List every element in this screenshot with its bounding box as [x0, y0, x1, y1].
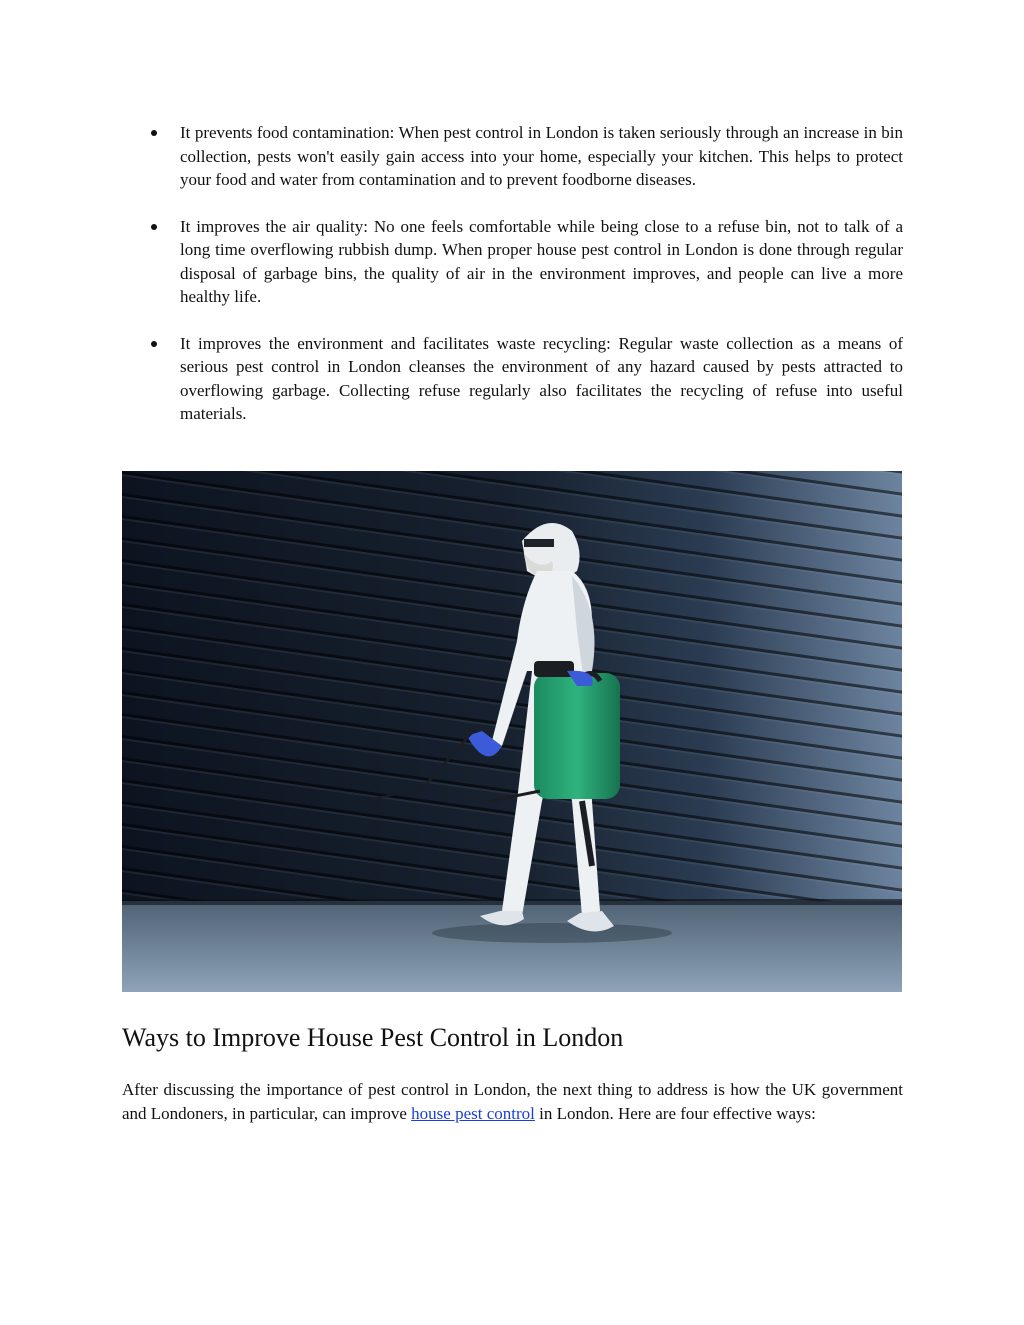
- section-heading: Ways to Improve House Pest Control in London: [122, 1023, 624, 1052]
- bullet-icon: [151, 341, 157, 347]
- bullet-item-air: [180, 215, 903, 309]
- bullet-item-environment: [180, 332, 903, 426]
- paragraph-text-before-link: After discussing the importance of pest control in London, the next thing to address is how the UK government and Londoners, in particular, can improve: [122, 1080, 903, 1123]
- bullet-list: [180, 121, 903, 449]
- bullet-icon: [151, 130, 157, 136]
- bullet-text: It prevents food contamination: When pest control in London is taken seriously through an increase in bin collection, pests won't easily gain access into your home, especially your kitchen. This helps to protect your food and water from contamination and to prevent foodborne diseases.: [180, 123, 903, 189]
- house-pest-control-link[interactable]: house pest control: [411, 1103, 535, 1123]
- section-paragraph: [122, 1078, 903, 1125]
- bullet-icon: [151, 224, 157, 230]
- paragraph-text-after-link: in London. Here are four effective ways:: [534, 1103, 816, 1123]
- bullet-text: It improves the air quality: No one feels comfortable while being close to a refuse bin, not to talk of a long time overflowing rubbish dump. When proper house pest control in London is done through regular disposal of garbage bins, the quality of air in the environment improves, and people can live a more healthy life.: [180, 216, 903, 306]
- bullet-text: It improves the environment and facilitates waste recycling: Regular waste collection as a means of serious pest control in London cleanses the environment of any hazard caused by pests attracted to overflowing garbage. Collecting refuse regularly also facilitates the recycling of refuse into useful materials.: [180, 333, 903, 423]
- bullet-item-food: [180, 121, 903, 192]
- pest-control-worker-photo: [122, 471, 902, 992]
